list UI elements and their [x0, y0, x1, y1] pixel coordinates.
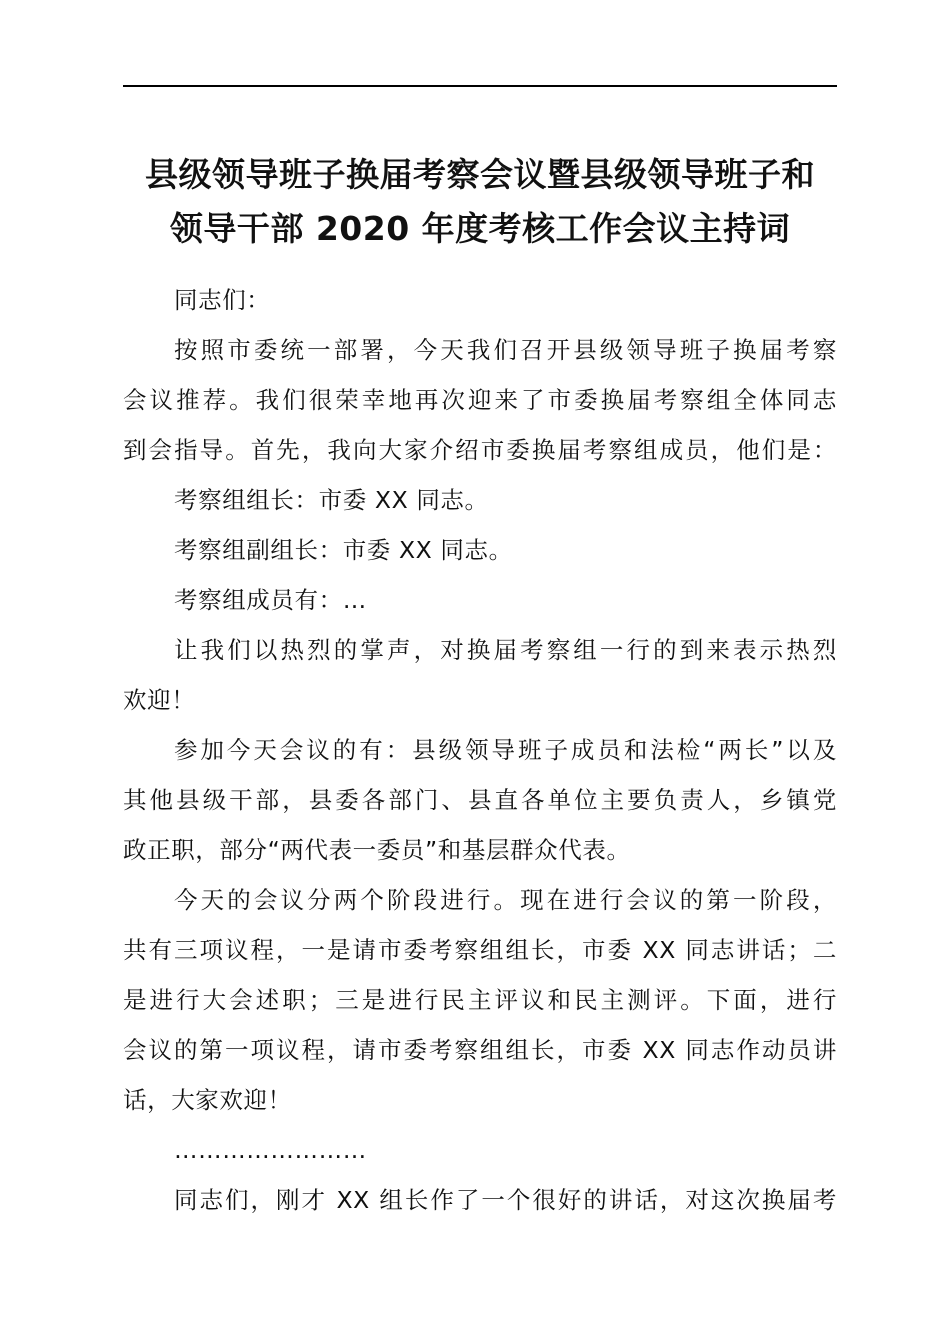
paragraph-members	[123, 575, 837, 625]
paragraph-line: 让我们以热烈的掌声，对换届考察组一行的到来表示热烈	[174, 636, 837, 664]
title-line-2: 领导干部 2020 年度考核工作会议主持词	[169, 209, 791, 248]
paragraph-agenda	[123, 875, 837, 1125]
paragraph-line: 欢迎！	[123, 686, 196, 714]
paragraph-deputy-leader	[123, 525, 837, 575]
title-line-1: 县级领导班子换届考察会议暨县级领导班子和	[145, 155, 815, 194]
header-rule	[123, 85, 837, 87]
paragraph-line: 政正职，部分“两代表一委员”和基层群众代表。	[123, 836, 631, 864]
paragraph-line: 考察组组长：市委 XX 同志。	[174, 486, 489, 514]
paragraph-line: 其他县级干部，县委各部门、县直各单位主要负责人，乡镇党	[123, 786, 837, 814]
paragraph-line: 考察组成员有：…	[174, 586, 367, 614]
document-body	[123, 275, 837, 1225]
paragraph-ellipsis	[123, 1125, 837, 1175]
paragraph-welcome	[123, 625, 837, 725]
paragraph-line: 是进行大会述职；三是进行民主评议和民主测评。下面，进行	[123, 986, 837, 1014]
paragraph-closing	[123, 1175, 837, 1225]
paragraph-line: 会议的第一项议程，请市委考察组组长，市委 XX 同志作动员讲	[123, 1036, 837, 1064]
paragraph-line: 考察组副组长：市委 XX 同志。	[174, 536, 513, 564]
paragraph-greeting	[123, 275, 837, 325]
paragraph-line: ……………………	[174, 1136, 367, 1164]
paragraph-line: 到会指导。首先，我向大家介绍市委换届考察组成员，他们是：	[123, 436, 837, 464]
paragraph-line: 话，大家欢迎！	[123, 1086, 292, 1114]
paragraph-team-leader	[123, 475, 837, 525]
paragraph-line: 今天的会议分两个阶段进行。现在进行会议的第一阶段，	[174, 886, 837, 914]
paragraph-intro	[123, 325, 837, 475]
paragraph-line: 按照市委统一部署，今天我们召开县级领导班子换届考察	[174, 336, 837, 364]
document-title	[110, 148, 850, 256]
paragraph-line: 共有三项议程，一是请市委考察组组长，市委 XX 同志讲话；二	[123, 936, 837, 964]
paragraph-line: 参加今天会议的有：县级领导班子成员和法检“两长”以及	[174, 736, 837, 764]
paragraph-attendees	[123, 725, 837, 875]
paragraph-line: 同志们，刚才 XX 组长作了一个很好的讲话，对这次换届考	[174, 1186, 837, 1214]
paragraph-line: 同志们：	[174, 286, 271, 314]
paragraph-line: 会议推荐。我们很荣幸地再次迎来了市委换届考察组全体同志	[123, 386, 837, 414]
